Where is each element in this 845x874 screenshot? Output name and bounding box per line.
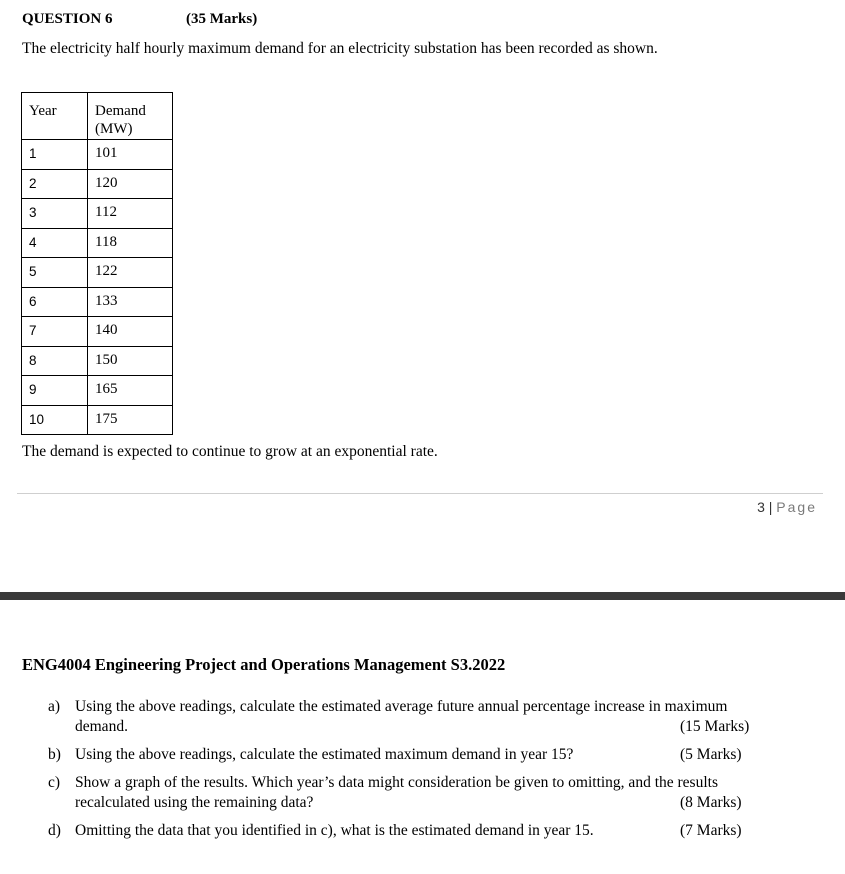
table-row	[22, 140, 173, 170]
demand-cell: 165	[88, 376, 173, 406]
table-row	[22, 199, 173, 229]
page-break	[0, 592, 845, 600]
footer-divider	[17, 493, 823, 494]
demand-cell: 175	[88, 405, 173, 435]
demand-cell: 101	[88, 140, 173, 170]
question-heading: QUESTION 6	[22, 11, 113, 27]
part-label: b)	[48, 746, 61, 763]
part-label: d)	[48, 822, 61, 839]
year-cell: 9	[22, 376, 88, 406]
year-header: Year	[22, 93, 88, 140]
table-row	[22, 228, 173, 258]
part-text: Using the above readings, calculate the estimated average future annual percentage increase in maximum	[75, 698, 728, 715]
question-part-a	[48, 697, 838, 737]
demand-table	[21, 92, 173, 435]
question-marks: (35 Marks)	[186, 11, 258, 27]
part-label: a)	[48, 698, 61, 715]
question-parts	[48, 697, 838, 849]
year-cell: 4	[22, 228, 88, 258]
year-cell: 2	[22, 169, 88, 199]
page-number: 3	[757, 499, 765, 515]
demand-cell: 122	[88, 258, 173, 288]
table-row	[22, 405, 173, 435]
table-row	[22, 169, 173, 199]
year-cell: 10	[22, 405, 88, 435]
demand-cell: 112	[88, 199, 173, 229]
table-row	[22, 317, 173, 347]
part-label: c)	[48, 774, 61, 791]
part-text-continued: demand.	[75, 718, 128, 735]
demand-cell: 120	[88, 169, 173, 199]
part-marks: (5 Marks)	[680, 746, 742, 763]
question-part-d	[48, 821, 838, 841]
year-cell: 1	[22, 140, 88, 170]
demand-cell: 118	[88, 228, 173, 258]
question-part-c	[48, 773, 838, 813]
part-text-continued: recalculated using the remaining data?	[75, 794, 314, 811]
part-text: Using the above readings, calculate the estimated maximum demand in year 15?	[75, 746, 574, 763]
year-cell: 3	[22, 199, 88, 229]
year-cell: 8	[22, 346, 88, 376]
year-cell: 6	[22, 287, 88, 317]
demand-cell: 150	[88, 346, 173, 376]
part-marks: (15 Marks)	[680, 718, 750, 735]
course-title: ENG4004 Engineering Project and Operations Management S3.2022	[22, 655, 506, 674]
table-row	[22, 258, 173, 288]
demand-header: Demand (MW)	[88, 93, 173, 140]
question-intro: The electricity half hourly maximum demand for an electricity substation has been recorded as shown.	[22, 40, 658, 57]
demand-cell: 133	[88, 287, 173, 317]
table-header-row	[22, 93, 173, 140]
table-row	[22, 376, 173, 406]
part-text: Show a graph of the results. Which year’s data might consideration be given to omitting, and the results	[75, 774, 718, 791]
table-row	[22, 346, 173, 376]
page-label: Page	[776, 499, 817, 515]
part-marks: (7 Marks)	[680, 822, 742, 839]
page-separator: |	[768, 499, 777, 515]
year-cell: 5	[22, 258, 88, 288]
year-cell: 7	[22, 317, 88, 347]
table-row	[22, 287, 173, 317]
part-text: Omitting the data that you identified in c), what is the estimated demand in year 15.	[75, 822, 594, 839]
demand-cell: 140	[88, 317, 173, 347]
page-footer	[757, 499, 817, 515]
part-marks: (8 Marks)	[680, 794, 742, 811]
growth-note: The demand is expected to continue to grow at an exponential rate.	[22, 443, 438, 460]
question-part-b	[48, 745, 838, 765]
